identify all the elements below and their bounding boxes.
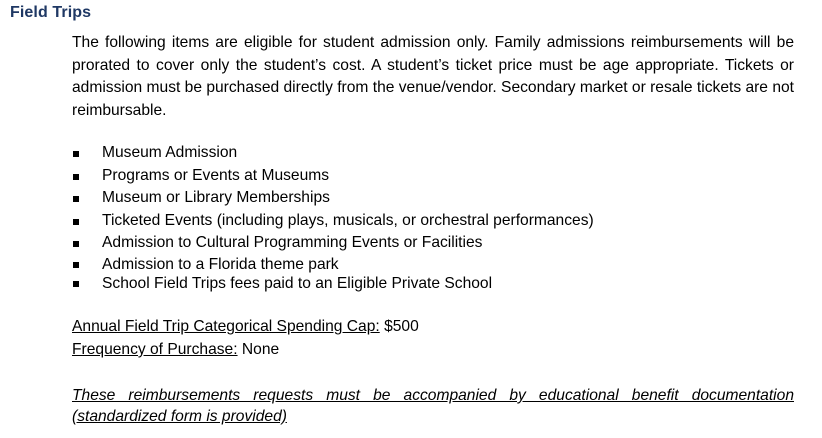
square-bullet-icon (73, 174, 79, 180)
list-item (72, 232, 772, 255)
square-bullet-icon (73, 281, 79, 287)
square-bullet-icon (73, 262, 79, 268)
list-item-label: School Field Trips fees paid to an Eligible Private School (102, 274, 493, 292)
list-item-label: Admission to Cultural Programming Events or Facilities (102, 234, 483, 251)
intro-paragraph: The following items are eligible for student admission only. Family admissions reimbursements will be prorated to cover only the student’s cost. A student’s ticket price must be age appropriate. Tickets or admission must be purchased directly from the venue/vendor. Secondary market or resale tickets are not reimbursable. (72, 34, 794, 119)
purchase-frequency-line (72, 340, 279, 360)
documentation-note: These reimbursements requests must be accompanied by educational benefit documentation (standardized form is provided) (72, 387, 794, 425)
square-bullet-icon (73, 241, 79, 247)
square-bullet-icon (73, 219, 79, 225)
square-bullet-icon (73, 151, 79, 157)
list-item-label: Museum or Library Memberships (102, 189, 330, 206)
list-item-label: Ticketed Events (including plays, musicals, or orchestral performances) (102, 211, 594, 229)
list-item (72, 255, 772, 274)
list-item (72, 274, 772, 293)
list-item (72, 142, 772, 165)
spending-cap-line (72, 317, 419, 337)
list-item-label: Programs or Events at Museums (102, 166, 330, 184)
list-item-label: Museum Admission (102, 144, 238, 161)
spending-cap-label: Annual Field Trip Categorical Spending Cap: (72, 318, 380, 335)
list-item-label: Admission to a Florida theme park (102, 255, 339, 273)
list-item (72, 210, 772, 233)
list-item (72, 165, 772, 188)
purchase-frequency-value: None (241, 341, 280, 358)
purchase-frequency-label: Frequency of Purchase: (72, 341, 238, 358)
list-item (72, 187, 772, 210)
square-bullet-icon (73, 196, 79, 202)
section-heading: Field Trips (10, 4, 92, 21)
eligible-items-list (72, 142, 772, 293)
spending-cap-value: $500 (384, 318, 419, 335)
